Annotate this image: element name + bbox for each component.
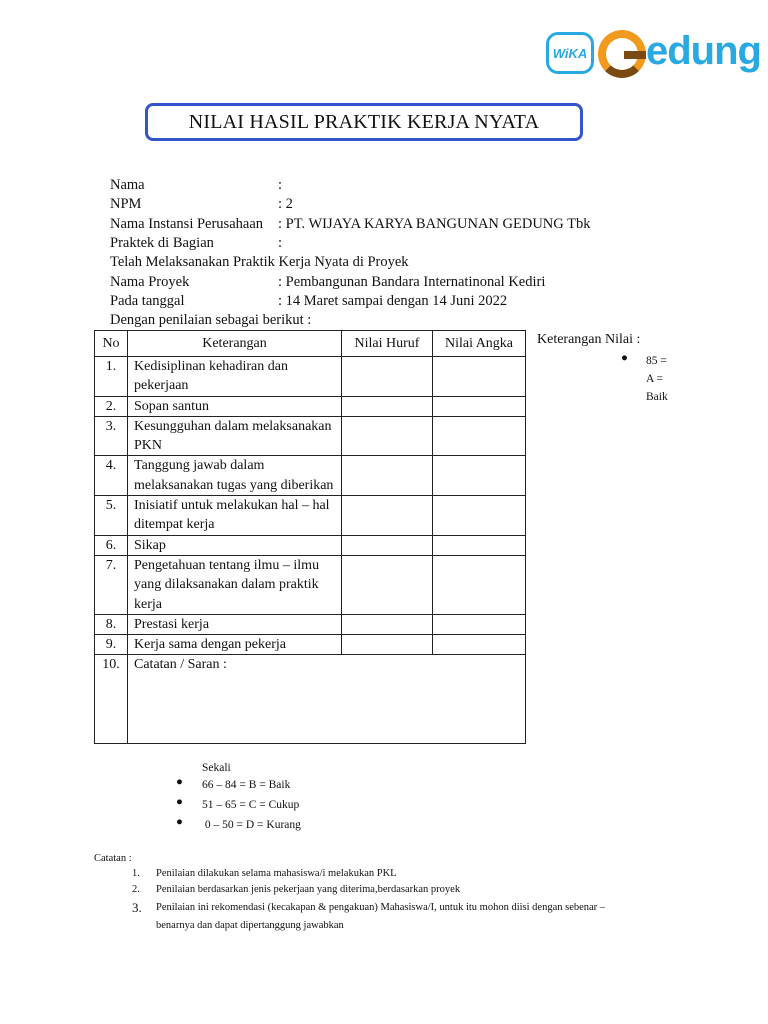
note-number: 1. xyxy=(132,868,140,879)
legend-a-line1: 85 = xyxy=(646,355,667,367)
table-row xyxy=(95,555,526,614)
info-label: Pada tanggal xyxy=(110,292,185,309)
nilai-angka-cell[interactable] xyxy=(433,456,526,496)
row-criteria: Pengetahuan tentang ilmu – ilmu yang dilaksanakan dalam praktik kerja xyxy=(128,555,342,614)
bullet-icon: ● xyxy=(176,776,183,788)
header-nilai-huruf: Nilai Huruf xyxy=(342,331,433,357)
note-number: 3. xyxy=(132,900,142,915)
nilai-angka-cell[interactable] xyxy=(433,396,526,416)
row-criteria: Sikap xyxy=(128,535,342,555)
info-value: : 14 Maret sampai dengan 14 Juni 2022 xyxy=(278,292,508,309)
legend-item-b: 66 – 84 = B = Baik xyxy=(202,779,291,791)
row-criteria: Kesungguhan dalam melaksanakan PKN xyxy=(128,416,342,456)
row-number: 6. xyxy=(95,535,128,555)
row-number: 9. xyxy=(95,635,128,655)
nilai-huruf-cell[interactable] xyxy=(342,357,433,397)
company-logo xyxy=(546,24,761,84)
nilai-huruf-cell[interactable] xyxy=(342,614,433,634)
legend-a-line2: A = xyxy=(646,373,664,385)
bullet-icon: ● xyxy=(176,796,183,808)
table-row xyxy=(95,456,526,496)
row-criteria: Tanggung jawab dalam melaksanakan tugas yang diberikan xyxy=(128,456,342,496)
legend-item-d: 0 – 50 = D = Kurang xyxy=(202,819,301,831)
table-row-catatan xyxy=(95,655,526,744)
table-row xyxy=(95,535,526,555)
nilai-angka-cell[interactable] xyxy=(433,614,526,634)
legend-item-c: 51 – 65 = C = Cukup xyxy=(202,799,300,811)
row-number: 8. xyxy=(95,614,128,634)
info-label: Nama xyxy=(110,177,145,193)
row-number: 4. xyxy=(95,456,128,496)
info-label: Nama Instansi Perusahaan xyxy=(110,215,264,232)
legend-item-a xyxy=(646,352,668,406)
info-block xyxy=(110,176,630,336)
catatan-saran-field[interactable]: Catatan / Saran : xyxy=(128,655,526,744)
info-value: : xyxy=(278,234,283,251)
row-criteria: Sopan santun xyxy=(128,396,342,416)
row-number: 3. xyxy=(95,416,128,456)
info-label: Praktek di Bagian xyxy=(110,234,214,251)
nilai-huruf-cell[interactable] xyxy=(342,496,433,536)
info-label: NPM xyxy=(110,196,142,213)
row-criteria: Inisiatif untuk melakukan hal – hal ditempat kerja xyxy=(128,496,342,536)
table-row xyxy=(95,416,526,456)
table-header-row xyxy=(95,331,526,357)
row-criteria: Kedisiplinan kehadiran dan pekerjaan xyxy=(128,357,342,397)
nilai-huruf-cell[interactable] xyxy=(342,555,433,614)
row-criteria: Kerja sama dengan pekerja xyxy=(128,635,342,655)
info-value: : 2 xyxy=(278,196,293,213)
header-nilai-angka: Nilai Angka xyxy=(433,331,526,357)
nilai-angka-cell[interactable] xyxy=(433,535,526,555)
info-value: : PT. WIJAYA KARYA BANGUNAN GEDUNG Tbk xyxy=(278,215,591,232)
row-number: 10. xyxy=(95,655,128,744)
info-label: Dengan penilaian sebagai berikut : xyxy=(110,312,312,329)
table-row xyxy=(95,357,526,397)
nilai-huruf-cell[interactable] xyxy=(342,396,433,416)
info-label: Telah Melaksanakan Praktik Kerja Nyata di Proyek xyxy=(110,254,409,271)
catatan-title: Catatan : xyxy=(94,853,132,864)
table-row xyxy=(95,396,526,416)
row-number: 7. xyxy=(95,555,128,614)
gedung-g-bar xyxy=(624,51,646,59)
nilai-angka-cell[interactable] xyxy=(433,555,526,614)
nilai-angka-cell[interactable] xyxy=(433,416,526,456)
nilai-huruf-cell[interactable] xyxy=(342,635,433,655)
document-title: NILAI HASIL PRAKTIK KERJA NYATA xyxy=(145,103,583,141)
row-criteria: Prestasi kerja xyxy=(128,614,342,634)
note-text: Penilaian ini rekomendasi (kecakapan & pengakuan) Mahasiswa/I, untuk itu mohon diisi dengan sebenar – xyxy=(156,902,606,913)
nilai-angka-cell[interactable] xyxy=(433,496,526,536)
keterangan-nilai-title: Keterangan Nilai : xyxy=(537,332,641,347)
legend-a-line3: Baik xyxy=(646,391,668,403)
row-number: 1. xyxy=(95,357,128,397)
note-number: 2. xyxy=(132,884,140,895)
table-row xyxy=(95,496,526,536)
assessment-table xyxy=(94,330,526,744)
nilai-huruf-cell[interactable] xyxy=(342,416,433,456)
note-text: Penilaian berdasarkan jenis pekerjaan yang diterima,berdasarkan proyek xyxy=(156,884,461,895)
gedung-wordmark: edung xyxy=(646,29,761,73)
table-row xyxy=(95,635,526,655)
nilai-angka-cell[interactable] xyxy=(433,357,526,397)
header-no: No xyxy=(95,331,128,357)
row-number: 5. xyxy=(95,496,128,536)
bullet-icon: ● xyxy=(176,816,183,828)
info-value: : xyxy=(278,177,283,193)
header-keterangan: Keterangan xyxy=(128,331,342,357)
row-number: 2. xyxy=(95,396,128,416)
table-row xyxy=(95,614,526,634)
info-value: : Pembangunan Bandara Internatinonal Kediri xyxy=(278,273,546,290)
info-label: Nama Proyek xyxy=(110,273,190,290)
nilai-huruf-cell[interactable] xyxy=(342,535,433,555)
wika-logo-badge: WiKA xyxy=(546,32,594,74)
note-text-continued: benarnya dan dapat dipertanggung jawabkan xyxy=(156,920,344,931)
legend-a-continuation: Sekali xyxy=(202,762,231,774)
note-text: Penilaian dilakukan selama mahasiswa/i melakukan PKL xyxy=(156,868,397,879)
nilai-huruf-cell[interactable] xyxy=(342,456,433,496)
nilai-angka-cell[interactable] xyxy=(433,635,526,655)
bullet-icon: ● xyxy=(621,352,628,364)
